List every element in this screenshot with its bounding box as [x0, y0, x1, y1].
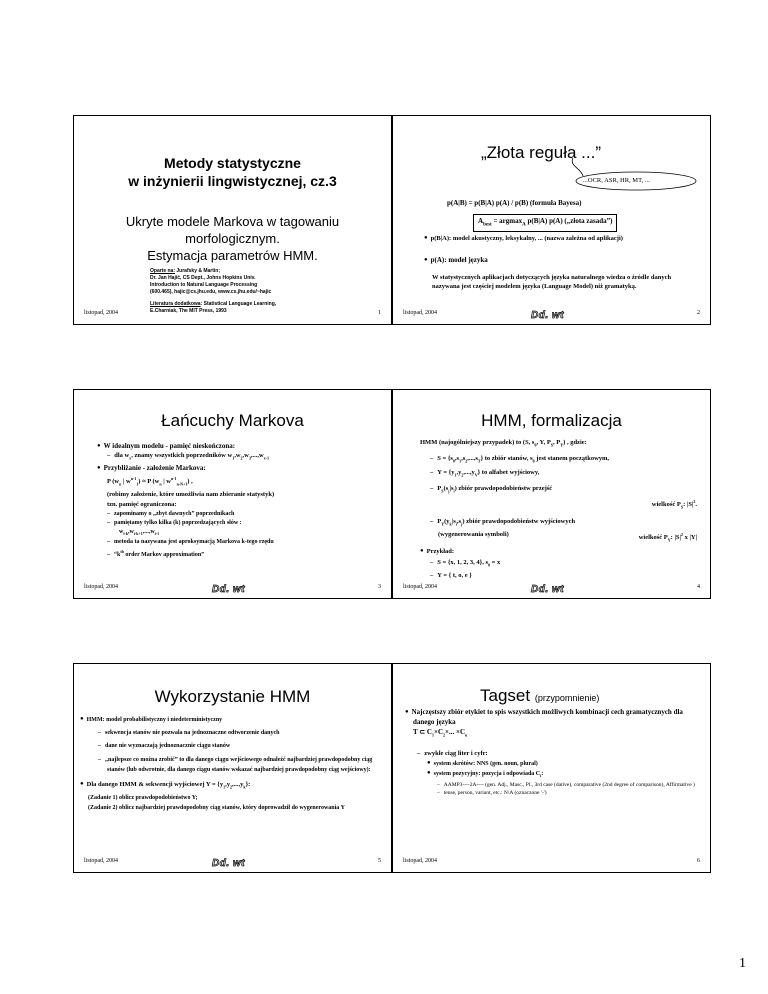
bullet-language-model: ● p(A): model języka [424, 256, 488, 264]
slide-6 [392, 663, 711, 873]
callout-text: ...OCR, ASR, HR, MT, ... [583, 177, 650, 184]
footer-date: listopad, 2004 [403, 584, 437, 590]
bullet: ● W idealnym modelu - pamięć nieskończona: [97, 441, 387, 451]
logo: Dd. wt [212, 584, 245, 595]
logo: Dd. wt [531, 584, 564, 595]
content: HMM (najogólniejszy przypadek) to (S, $s_0$, Y, $P_S$, $P_Y$) , gdzie: – $S = \{s_0,s_1,s_2,...,s_T\}$ to zbiór stanów, $s_0$ jest stanem początkowym, – $Y = \{y_1,y_2,...,y_V\}$ to alfabet wyjściowy, – $P_S(s_j|s_i)$ zbiór prawdopodobieństw przejść wielkość $P_S$: $|S|^2$. – $P_Y(y_k|s_i,s_j)$ zbiór prawdopodobieństw wyjściowych (wygenerowania symboli) wielkość $P_Y$: $|S|^2$ x |Y| ● Przykład: – S = {x, 1, 2, 3, 4}, $s_0 = x$ – Y = { t, o, e } [420, 437, 705, 581]
page-number: 1 [739, 956, 746, 971]
footer-date: listopad, 2004 [84, 310, 118, 316]
slide-number: 1 [378, 310, 381, 316]
footer-date: listopad, 2004 [84, 584, 118, 590]
bullet: ● Przybliżanie - założenie Markova: [97, 463, 387, 473]
footer-date: listopad, 2004 [403, 310, 437, 316]
sub-bullet: – dla $w_x$, znamy wszystkich poprzedników $w_1,w_2,w_3,...,w_{x-1}$ [107, 451, 387, 463]
slide-number: 6 [697, 858, 700, 864]
slide-title: Metody statystyczne w inżynierii lingwistycznej, cz.3 [128, 155, 337, 189]
logo: Dd. wt [212, 858, 245, 869]
bayes-formula: p(A|B) = p(B|A) p(A) / p(B) (formuła Bayesa) [447, 199, 582, 207]
slide-title: Wykorzystanie HMM [154, 687, 311, 706]
slide-number: 5 [378, 858, 381, 864]
slide-title: Tagset (przypomnienie) [480, 686, 600, 705]
logo: Dd. wt [531, 310, 564, 321]
slide-1 [73, 115, 392, 325]
footer-date: listopad, 2004 [84, 858, 118, 864]
tagset-formula: T ⊂ $C_1\times C_2\times$... $\times C_n$ [413, 728, 468, 738]
content: ● W idealnym modelu - pamięć nieskończona: – dla $w_x$, znamy wszystkich poprzedników $w_1,w_2,w_3,...,w_{x-1}$ ● Przybliżanie - założenie Markova: P ($w_n$ | $w^{n-1}_1) \approx P$ ($w_n$ | $w^{n-1}_{n-N+1}$) , (robimy założenie, które umożliwia nam zbieranie statystyk) tzn. pamięć ograniczona: – zapominamy o „zbyt dawnych” poprzednikach – pamiętamy tylko kilka (k) poprzedzających słów : $w_{i-k},w_{i-k+1},...,w_{i-1}$ – metoda ta nazywana jest aproksymacją Markova k-tego rzędu – “$k^{th}$ order Markov approximation” [97, 441, 387, 560]
footer-date: listopad, 2004 [403, 858, 437, 864]
sources: Oparte na: Jurafsky & Martin; Dr. Jan Hajič, CS Dept., Johns Hopkins Univ. Introduction to Natural Language Processing (600.465), hajic@cs.jhu.edu, www.cs.jhu.edu/~hajic Literatura dodatkowa: Statistical Language Learning, E.Charniak, The MIT Press, 1993 [150, 268, 277, 314]
slide-3 [73, 389, 392, 599]
slide-subtitle: Ukryte modele Markova w tagowaniu morfologicznym. Estymacja parametrów HMM. [125, 214, 340, 263]
slide-number: 2 [697, 310, 700, 316]
callout-bubble [543, 154, 703, 194]
slide-5 [73, 663, 392, 873]
content: ● HMM: model probabilistyczny i niedeterministyczny – sekwencja stanów nie pozwala na jednoznaczne odtworzenie danych – dane nie wyznaczają jednoznacznie ciągu stanów – „najlepsze co można zrobić” to dla danego ciągu wejściowego odnaleźć najbardziej prawdopodobny ciąg stanów (lub odwrotnie, dla danego ciągu stanów wskazać najbardziej prawdopodobny ciąg wejściowy): ● Dla danego HMM & sekwencji wyjściowej $Y = \{y_1,y_2,...,y_k\}$: (Zadanie 1) oblicz prawdopodobieństwo Y; (Zadanie 2) oblicz najbardziej prawdopodobny ciąg stanów, który doprowadził do wygenerowania Y [88, 715, 388, 813]
bullet-acoustic-model: ● p(B|A): model akustyczny, leksykalny, ... (nazwa zależna od aplikacji) [424, 234, 694, 243]
slide-title: „Złota reguła ...” [481, 143, 601, 162]
paragraph: W statystycznych aplikacjach dotyczących języka naturalnego wiedza o źródle danych nazywana jest częściej modelem języka (Language Model) niż gramatyką. [432, 274, 672, 290]
markov-equation: P ($w_n$ | $w^{n-1}_1) \approx P$ ($w_n$ | $w^{n-1}_{n-N+1}$) , [107, 476, 193, 487]
slide-4 [392, 389, 711, 599]
slide-number: 3 [378, 584, 381, 590]
slide-title: Łańcuchy Markova [161, 411, 304, 430]
golden-rule-box: $A_{best} = argmax_A$ p(B|A) p(A) („złota zasada”) [473, 214, 617, 232]
slide-title: HMM, formalizacja [481, 411, 622, 430]
slide-number: 4 [697, 584, 700, 590]
content: ● Najczęstszy zbiór etykiet to spis wszystkich możliwych kombinacji cech gramatycznych dla danego języka T ⊂ $C_1\times C_2\times$... $\times C_n$ – zwykle ciąg liter i cyfr: ● system skrótów: NNS (gen. noun, plural) ● system pozycyjny: pozycja i odpowiada $C_i$: – AAMP3----2A---- (gen. Adj., Masc., Pl., 3rd case (dative), comparative (2nd degree of comparison), Affirmative ) – tense, person, variant, etc.: N\A (oznaczone '-') [407, 707, 697, 797]
slide-2 [392, 115, 711, 325]
